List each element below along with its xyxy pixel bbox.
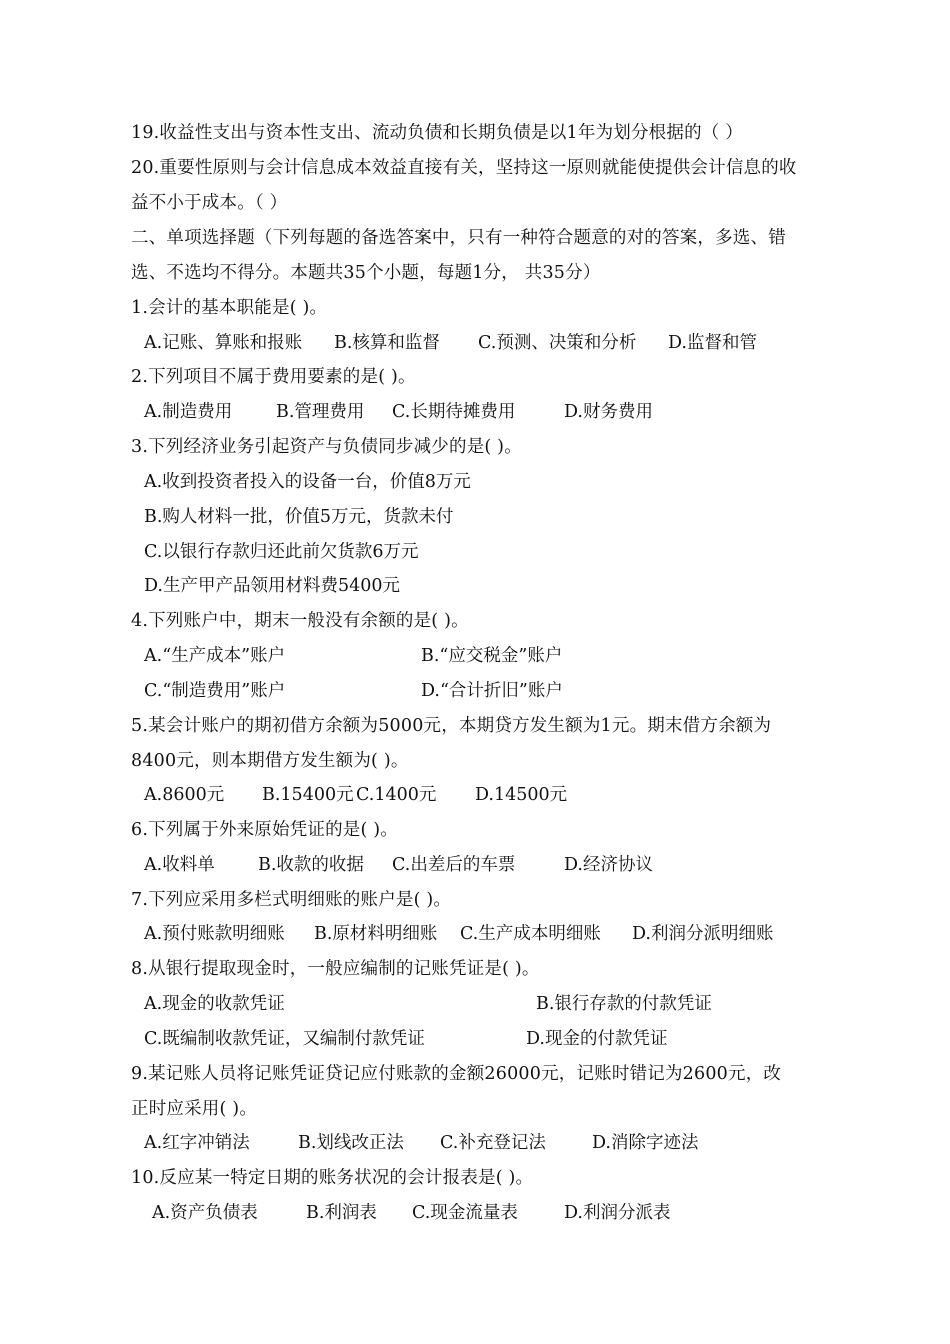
question-6-option-c: C.出差后的车票 bbox=[392, 855, 516, 875]
question-6-option-a: A.收料单 bbox=[144, 855, 215, 875]
question-3-option-c: C.以银行存款归还此前欠货款6万元 bbox=[144, 542, 419, 562]
question-7-option-d: D.利润分派明细账 bbox=[632, 924, 774, 944]
question-3-stem: 3.下列经济业务引起资产与负债同步减少的是( )。 bbox=[131, 437, 522, 457]
question-9-option-d: D.消除字迹法 bbox=[592, 1133, 699, 1153]
question-2-option-a: A.制造费用 bbox=[144, 402, 233, 422]
question-5-option-b: B.15400元 bbox=[262, 785, 354, 805]
question-6-stem: 6.下列属于外来原始凭证的是( )。 bbox=[131, 820, 399, 840]
question-8-option-a: A.现金的收款凭证 bbox=[144, 994, 285, 1014]
section-title-line1: 二、单项选择题（下列每题的备选答案中，只有一种符合题意的对的答案，多选、错 bbox=[131, 228, 786, 248]
question-8-stem: 8.从银行提取现金时，一般应编制的记账凭证是( )。 bbox=[131, 959, 540, 979]
question-5-option-d: D.14500元 bbox=[475, 785, 568, 805]
question-6-option-b: B.收款的收据 bbox=[258, 855, 364, 875]
question-5-stem-line1: 5.某会计账户的期初借方余额为5000元，本期贷方发生额为1元。期末借方余额为 bbox=[131, 716, 772, 736]
question-1-option-c: C.预测、决策和分析 bbox=[478, 333, 637, 353]
question-5-option-a: A.8600元 bbox=[144, 785, 225, 805]
question-8-option-d: D.现金的付款凭证 bbox=[526, 1029, 668, 1049]
question-3-option-d: D.生产甲产品领用材料费5400元 bbox=[144, 576, 401, 596]
question-2-option-b: B.管理费用 bbox=[276, 402, 365, 422]
question-4-option-a: A.“生产成本”账户 bbox=[144, 646, 286, 666]
question-7-option-a: A.预付账款明细账 bbox=[144, 924, 285, 944]
question-10-option-a: A.资产负债表 bbox=[152, 1203, 258, 1223]
question-4-option-b: B.“应交税金”账户 bbox=[421, 646, 563, 666]
question-8-option-c: C.既编制收款凭证，又编制付款凭证 bbox=[144, 1029, 425, 1049]
question-8-option-b: B.银行存款的付款凭证 bbox=[536, 994, 712, 1014]
question-2-option-c: C.长期待摊费用 bbox=[392, 402, 516, 422]
question-2-stem: 2.下列项目不属于费用要素的是( )。 bbox=[131, 367, 416, 387]
question-1-stem: 1.会计的基本职能是( )。 bbox=[131, 298, 328, 318]
question-3-option-b: B.购人材料一批，价值5万元，货款未付 bbox=[144, 507, 454, 527]
tf-question-20-line2: 益不小于成本。（ ） bbox=[131, 193, 288, 213]
question-4-option-d: D.“合计折旧”账户 bbox=[421, 681, 563, 701]
question-7-option-c: C.生产成本明细账 bbox=[460, 924, 601, 944]
question-9-stem-line2: 正时应采用( )。 bbox=[131, 1099, 258, 1119]
question-4-stem: 4.下列账户中，期末一般没有余额的是( )。 bbox=[131, 611, 469, 631]
question-9-option-c: C.补充登记法 bbox=[440, 1133, 546, 1153]
question-7-stem: 7.下列应采用多栏式明细账的账户是( )。 bbox=[131, 890, 452, 910]
tf-question-19: 19.收益性支出与资本性支出、流动负债和长期负债是以1年为划分根据的（ ） bbox=[131, 123, 743, 143]
tf-question-20-line1: 20.重要性原则与会计信息成本效益直接有关，坚持这一原则就能使提供会计信息的收 bbox=[131, 158, 797, 178]
question-10-option-c: C.现金流量表 bbox=[412, 1203, 518, 1223]
question-4-option-c: C.“制造费用”账户 bbox=[144, 681, 286, 701]
question-9-stem-line1: 9.某记账人员将记账凭证贷记应付账款的金额26000元，记账时错记为2600元，改 bbox=[131, 1064, 782, 1084]
section-title-line2: 选、不选均不得分。本题共35个小题，每题1分， 共35分） bbox=[131, 263, 601, 283]
question-10-option-d: D.利润分派表 bbox=[564, 1203, 671, 1223]
question-3-option-a: A.收到投资者投入的设备一台，价值8万元 bbox=[144, 472, 471, 492]
question-10-stem: 10.反应某一特定日期的账务状况的会计报表是( )。 bbox=[131, 1168, 534, 1188]
question-2-option-d: D.财务费用 bbox=[564, 402, 653, 422]
question-7-option-b: B.原材料明细账 bbox=[314, 924, 438, 944]
question-1-option-a: A.记账、算账和报账 bbox=[144, 333, 303, 353]
question-9-option-b: B.划线改正法 bbox=[298, 1133, 404, 1153]
question-10-option-b: B.利润表 bbox=[306, 1203, 377, 1223]
question-1-option-d: D.监督和管 bbox=[668, 333, 757, 353]
question-5-option-c: C.1400元 bbox=[356, 785, 437, 805]
question-5-stem-line2: 8400元，则本期借方发生额为( )。 bbox=[131, 751, 409, 771]
question-1-option-b: B.核算和监督 bbox=[334, 333, 440, 353]
question-9-option-a: A.红字冲销法 bbox=[144, 1133, 250, 1153]
question-6-option-d: D.经济协议 bbox=[564, 855, 653, 875]
